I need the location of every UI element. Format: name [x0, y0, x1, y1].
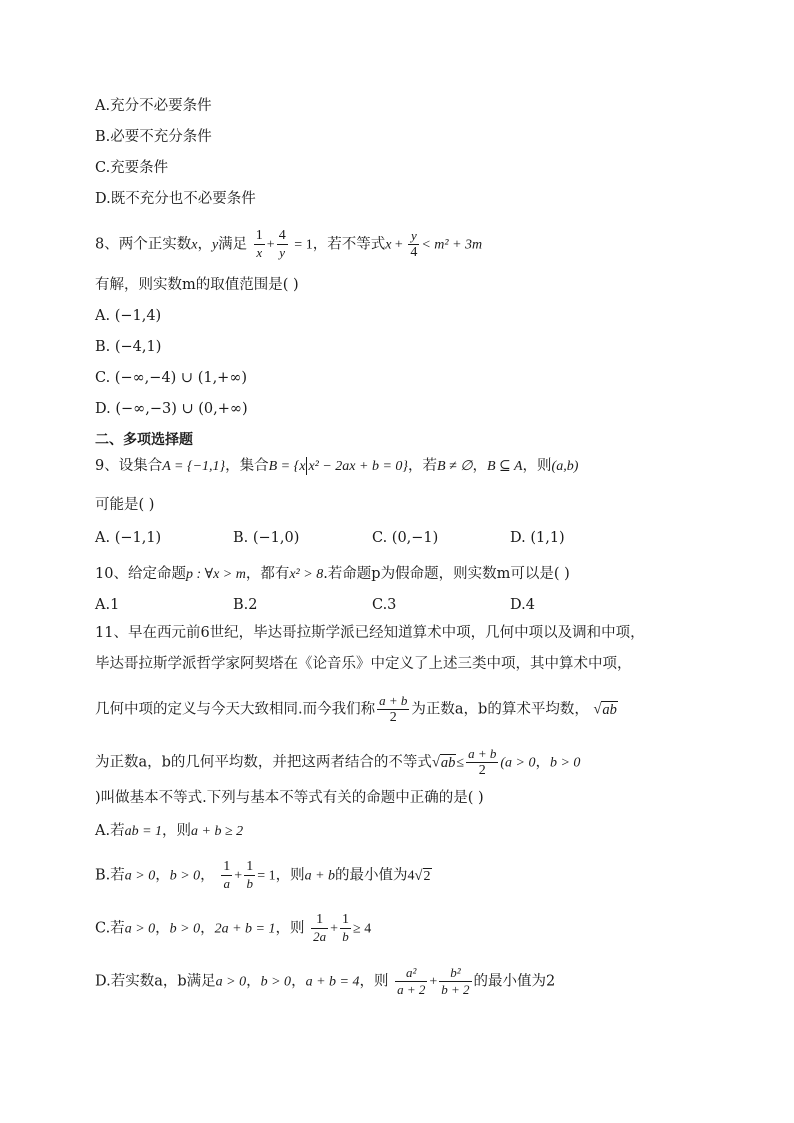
q8-option-b: B. (−4,1) [95, 339, 162, 355]
sqrt-2: √2 [414, 867, 431, 884]
q11-option-a: A.若ab = 1，则a + b ≥ 2 [95, 823, 244, 839]
q7-option-a: A.充分不必要条件 [95, 98, 212, 114]
q10-option-a: A.1 [95, 597, 120, 613]
q7-option-c: C.充要条件 [95, 160, 169, 176]
q11-stem-line3: 几何中项的定义与今天大致相同.而今我们称 $\frac{a + b}{2}$ 为正数a，b的算术平均数， √ab [95, 693, 617, 725]
q8-option-a: A. (−1,4) [95, 308, 162, 324]
q9-stem: 9、设集合A = {−1,1}，集合B = {x x² − 2ax + b = 0}，若B ≠ ∅，B ⊆ A，则(a,b) [95, 458, 579, 474]
q11-stem-line4: 为正数a，b的几何平均数，并把这两者结合的不等式√ab≤ $\frac{a + b}{2}$ (a > 0，b > 0 [95, 746, 581, 778]
q11-stem-line5: )叫做基本不等式.下列与基本不等式有关的命题中正确的是( ) [95, 790, 484, 806]
q10-stem: 10、给定命题p : ∀x > m，都有x² > 8.若命题p为假命题，则实数m可以是( ) [95, 566, 570, 582]
section-heading: 二、多项选择题 [95, 432, 193, 448]
q11-option-b: B.若a > 0，b > 0， $\frac{1}{a}$ + $\frac{1}{b}$ = 1，则a + b的最小值为4√2 [95, 859, 431, 891]
sqrt-ab: √ab [593, 701, 617, 718]
optC-fraction-1-over-2a: $\frac{1}{2a}$ [313, 912, 327, 944]
q9-option-a: A. (−1,1) [95, 530, 162, 546]
q10-option-d: D.4 [510, 597, 535, 613]
q9-option-d: D. (1,1) [510, 530, 565, 546]
q8-fraction-y-over-4: $\frac{y}{4}$ [410, 228, 418, 260]
q8-stem-line2: 有解，则实数m的取值范围是( ) [95, 277, 299, 293]
q8-stem: 8、两个正实数x，y满足 $\frac{1}{x}$ + $\frac{4}{y}$ = 1，若不等式x + $\frac{y}{4}$ < m² + 3m [95, 228, 483, 260]
q9-stem-line2: 可能是( ) [95, 497, 155, 513]
q10-option-c: C.3 [372, 597, 397, 613]
q9-option-b: B. (−1,0) [233, 530, 300, 546]
sqrt-ab-inequality: √ab [431, 754, 456, 771]
optD-fraction-a2-over-a-plus-2: $\frac{\text{a²}}{a + 2}$ [397, 965, 426, 997]
inequality-fraction: $\frac{a + b}{2}$ [468, 746, 497, 778]
q11-stem-line1: 11、早在西元前6世纪，毕达哥拉斯学派已经知道算术中项，几何中项以及调和中项， [95, 625, 645, 641]
optC-fraction-1-over-b: $\frac{1}{b}$ [342, 912, 350, 944]
q11-option-c: C.若a > 0，b > 0，2a + b = 1，则 $\frac{1}{2a}$ + $\frac{1}{b}$ ≥ 4 [95, 912, 372, 944]
q8-option-c: C. (−∞,−4) ∪ (1,+∞) [95, 370, 248, 386]
q10-option-b: B.2 [233, 597, 258, 613]
q7-option-d: D.既不充分也不必要条件 [95, 191, 256, 207]
q11-option-d: D.若实数a，b满足a > 0，b > 0，a + b = 4，则 $\frac{\text{a²}}{a + 2}$ + $\frac{\text{b²}}{b + 2}$ 的最小值为2 [95, 965, 556, 997]
q8-fraction-4-over-y: $\frac{4}{y}$ [278, 228, 286, 260]
q8-fraction-1-over-x: $\frac{1}{x}$ [255, 228, 263, 260]
optB-fraction-1-over-a: $\frac{1}{a}$ [223, 859, 231, 891]
q11-stem-line2: 毕达哥拉斯学派哲学家阿契塔在《论音乐》中定义了上述三类中项，其中算术中项， [95, 656, 632, 672]
q8-option-d: D. (−∞,−3) ∪ (0,+∞) [95, 401, 248, 417]
optD-fraction-b2-over-b-plus-2: $\frac{\text{b²}}{b + 2}$ [441, 965, 470, 997]
arithmetic-mean-fraction: $\frac{a + b}{2}$ [379, 693, 408, 725]
q9-option-c: C. (0,−1) [372, 530, 439, 546]
optB-fraction-1-over-b: $\frac{1}{b}$ [246, 859, 254, 891]
q7-option-b: B.必要不充分条件 [95, 129, 212, 145]
